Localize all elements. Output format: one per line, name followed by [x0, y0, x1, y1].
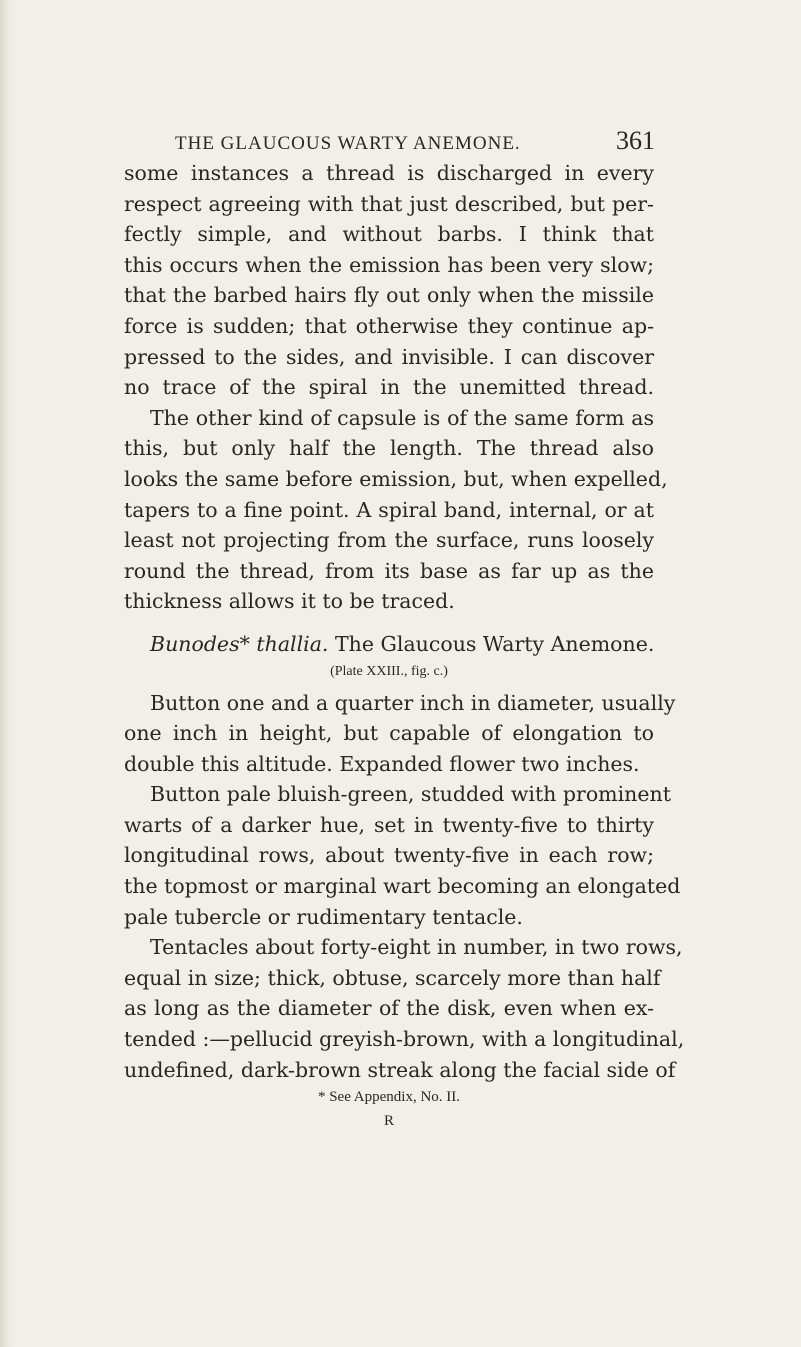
- text-line: Button one and a quarter inch in diameter, usually: [150, 690, 676, 715]
- species-heading: [124, 629, 654, 660]
- text-line: respect agreeing with that just described, but per-: [124, 191, 654, 216]
- plate-reference: (Plate XXIII., fig. c.): [330, 663, 448, 679]
- text-line: this, but only half the length. The thread also: [124, 436, 654, 461]
- text-line: force is sudden; that otherwise they continue ap-: [124, 313, 654, 338]
- text-line: some instances a thread is discharged in every: [124, 161, 654, 185]
- species-common-name: The Glaucous Warty Anemone.: [334, 631, 655, 656]
- paragraph-3: [124, 688, 676, 780]
- text-line: thickness allows it to be traced.: [124, 589, 455, 614]
- footnote: * See Appendix, No. II.: [317, 1089, 461, 1106]
- text-line: longitudinal rows, about twenty-five in each row;: [124, 843, 654, 868]
- paragraph-2: [124, 403, 668, 617]
- text-line: tapers to a fine point. A spiral band, internal, or at: [124, 497, 654, 522]
- text-line: undefined, dark-brown streak along the facial side of: [124, 1057, 676, 1082]
- text-line: pressed to the sides, and invisible. I can discover: [124, 344, 654, 369]
- text-line: Tentacles about forty-eight in number, in two rows,: [150, 935, 683, 960]
- text-line: The other kind of capsule is of the same form as: [150, 405, 654, 430]
- species-genus: Bunodes: [150, 631, 240, 656]
- signature-mark: R: [383, 1113, 394, 1130]
- paragraph-4: [124, 779, 681, 932]
- text-line: round the thread, from its base as far up as the: [124, 558, 654, 583]
- text-line: this occurs when the emission has been very slow;: [124, 252, 654, 277]
- text-line: equal in size; thick, obtuse, scarcely more than half: [124, 965, 661, 990]
- text-line: double this altitude. Expanded flower two inches.: [124, 751, 640, 776]
- running-head: [175, 126, 655, 156]
- page-gutter-shadow: [0, 0, 14, 1347]
- text-line: one inch in height, but capable of elongation to: [124, 721, 654, 746]
- text-line: no trace of the spiral in the unemitted thread.: [124, 375, 654, 400]
- paragraph-5: [124, 932, 685, 1085]
- text-line: least not projecting from the surface, runs loosely: [124, 528, 654, 553]
- paragraph-1: [124, 158, 654, 403]
- text-line: pale tubercle or rudimentary tentacle.: [124, 904, 523, 929]
- text-line: that the barbed hairs fly out only when the missile: [124, 283, 654, 308]
- text-line: warts of a darker hue, set in twenty-five to thirty: [124, 812, 654, 837]
- text-line: tended :—pellucid greyish-brown, with a longitudinal,: [124, 1027, 685, 1052]
- text-line: looks the same before emission, but, when expelled,: [124, 466, 668, 491]
- text-line: fectly simple, and without barbs. I think that: [124, 222, 654, 247]
- footnote-mark: *: [239, 631, 250, 656]
- body-text: [124, 158, 685, 1133]
- text-line: as long as the diameter of the disk, even when ex-: [124, 996, 654, 1021]
- running-title: THE GLAUCOUS WARTY ANEMONE.: [175, 133, 521, 154]
- page-number: 361: [616, 126, 655, 155]
- species-epithet: thallia.: [256, 631, 329, 656]
- text-line: Button pale bluish-green, studded with prominent: [150, 782, 671, 807]
- text-line: the topmost or marginal wart becoming an elongated: [124, 874, 681, 899]
